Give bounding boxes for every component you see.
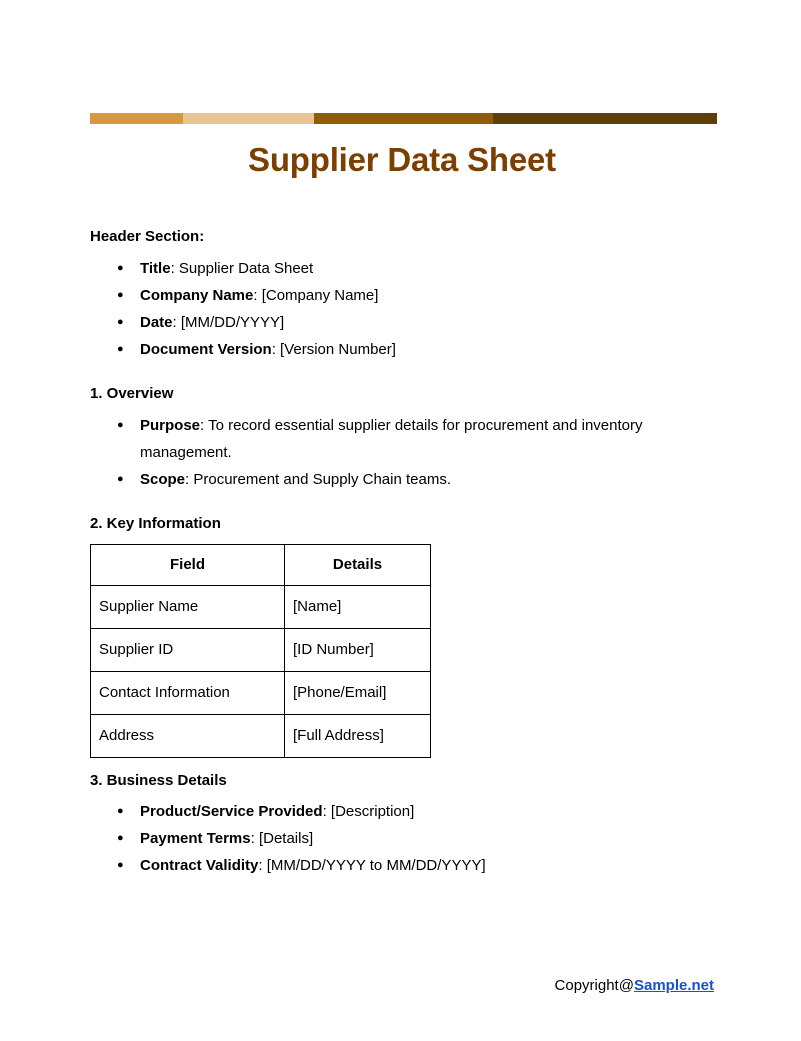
accent-segment-2: [183, 113, 314, 124]
document-content: [90, 124, 714, 879]
table-cell-details: [ID Number]: [285, 628, 431, 671]
list-item-value: : [MM/DD/YYYY to MM/DD/YYYY]: [258, 857, 486, 875]
accent-segment-3: [314, 113, 493, 124]
spacer: [90, 363, 714, 383]
table-row: [91, 671, 431, 714]
list-item-label: Product/Service Provided: [140, 803, 323, 821]
table-header-row: [91, 544, 431, 585]
list-item-value: : [Version Number]: [271, 341, 396, 358]
table-row: [91, 714, 431, 757]
spacer: [90, 180, 714, 226]
table-column-header: Details: [285, 544, 431, 585]
list-item: [90, 412, 714, 466]
list-item-value: : Supplier Data Sheet: [170, 260, 314, 277]
table-cell-field: Contact Information: [91, 671, 285, 714]
accent-color-bar: [90, 113, 717, 124]
section-header-section: [90, 226, 714, 363]
business-details-list: [90, 798, 714, 879]
page-title: Supplier Data Sheet: [248, 141, 556, 178]
table-cell-field: Supplier ID: [91, 628, 285, 671]
list-item-label: Contract Validity: [140, 857, 259, 875]
list-item-label: Document Version: [140, 341, 272, 358]
table-column-header: Field: [91, 544, 285, 585]
section-business-details: [90, 770, 714, 880]
list-item-value: : To record essential supplier details for procurement and inventory management.: [140, 416, 643, 461]
list-item-label: Date: [140, 314, 173, 331]
key-information-table: [90, 544, 431, 758]
table-cell-field: Supplier Name: [91, 585, 285, 628]
list-item: [90, 852, 714, 879]
section-heading-key-information: 2. Key Information: [90, 514, 221, 532]
section-overview: [90, 383, 714, 493]
footer: [90, 975, 714, 996]
table-row: [91, 628, 431, 671]
section-heading-header: Header Section:: [90, 228, 205, 246]
spacer: [90, 758, 714, 770]
list-item: [90, 336, 714, 363]
list-item-value: : [MM/DD/YYYY]: [172, 314, 285, 331]
header-section-list: [90, 255, 714, 363]
overview-list: [90, 412, 714, 493]
spacer: [90, 493, 714, 513]
list-item-label: Company Name: [140, 287, 254, 304]
list-item: [90, 282, 714, 309]
list-item-label: Scope: [140, 470, 186, 488]
table-cell-details: [Name]: [285, 585, 431, 628]
list-item-value: : [Company Name]: [253, 287, 379, 304]
list-item-value: : Procurement and Supply Chain teams.: [185, 470, 451, 488]
copyright-text: Copyright@: [554, 977, 634, 994]
section-heading-business-details: 3. Business Details: [90, 771, 227, 789]
list-item: [90, 466, 714, 493]
list-item-label: Payment Terms: [140, 830, 251, 848]
accent-segment-4: [493, 113, 717, 124]
table-cell-details: [Phone/Email]: [285, 671, 431, 714]
accent-segment-1: [90, 113, 183, 124]
list-item-label: Purpose: [140, 416, 201, 434]
table-cell-details: [Full Address]: [285, 714, 431, 757]
section-key-information: [90, 513, 714, 758]
list-item: [90, 798, 714, 825]
table-cell-field: Address: [91, 714, 285, 757]
sample-net-link[interactable]: Sample.net: [633, 977, 714, 994]
list-item: [90, 309, 714, 336]
table-row: [91, 585, 431, 628]
list-item-value: : [Details]: [250, 830, 314, 848]
section-heading-overview: 1. Overview: [90, 385, 174, 402]
list-item: [90, 825, 714, 852]
list-item: [90, 255, 714, 282]
list-item-value: : [Description]: [322, 803, 415, 821]
list-item-label: Title: [140, 260, 171, 277]
